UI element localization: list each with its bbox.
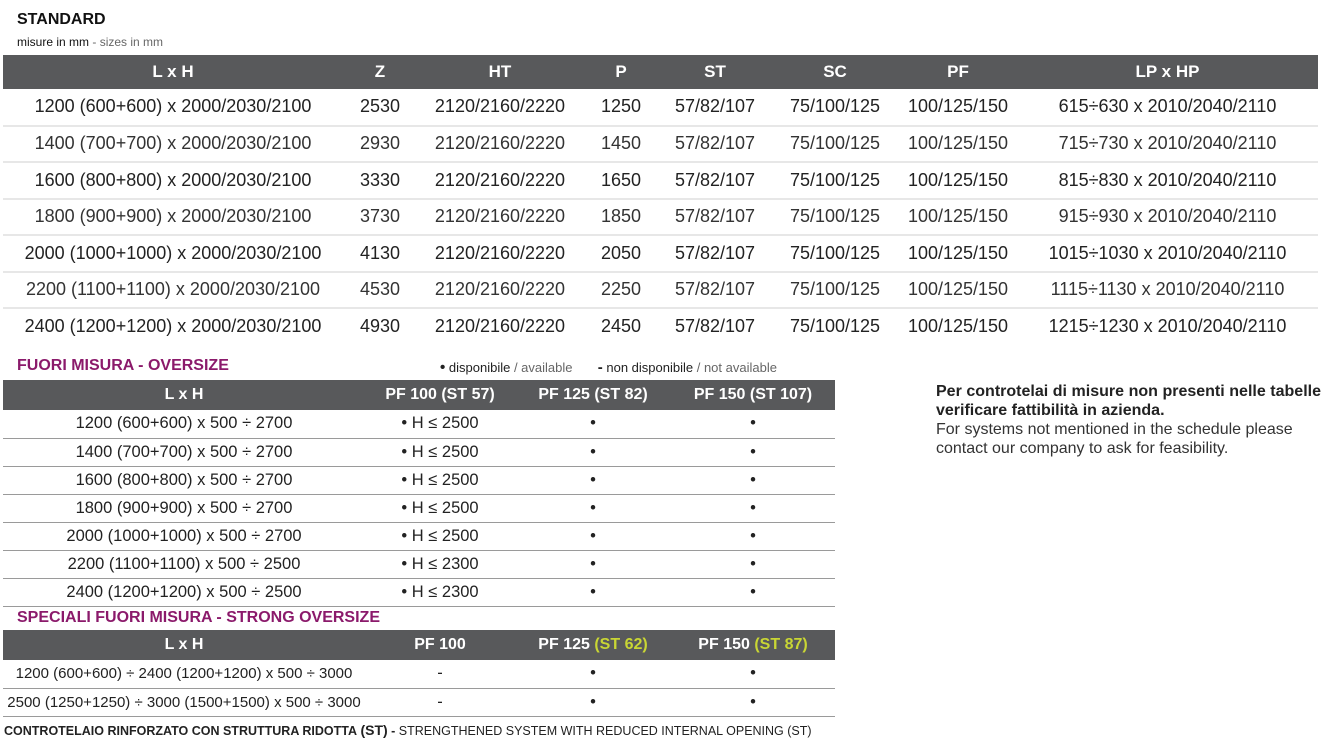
table-cell: •: [515, 494, 671, 522]
col-header-pf150: [671, 630, 835, 660]
pf150-label: PF 150: [698, 636, 750, 653]
table-cell: • H ≤ 2500: [365, 494, 515, 522]
note-english: For systems not mentioned in the schedule please contact our company to ask for feasibility.: [936, 421, 1293, 457]
table-cell: 2400 (1200+1200) x 2000/2030/2100: [24, 316, 322, 337]
table-cell: -: [365, 660, 515, 688]
pf125-label: PF 125: [538, 636, 590, 653]
table-row: [3, 308, 1318, 345]
table-cell: 1115÷1130 x 2010/2040/2110: [1017, 272, 1318, 309]
pf125-st-label: (ST 62): [594, 636, 648, 653]
col-header-pf: PF: [899, 55, 1017, 89]
col-header-lpxhp: LP x HP: [1017, 55, 1318, 89]
standard-title: STANDARD: [17, 11, 106, 28]
table-cell: •: [671, 466, 835, 494]
table-cell: 2200 (1100+1100) x 500 ÷ 2500: [3, 550, 365, 578]
footer-caption: [4, 722, 812, 738]
col-header-lxh: L x H: [3, 380, 365, 410]
col-header-pf125: [515, 630, 671, 660]
not-available-dash-icon: -: [597, 359, 603, 376]
table-cell: •: [515, 660, 671, 688]
col-header-lxh: L x H: [3, 55, 343, 89]
table-cell: •: [671, 688, 835, 716]
table-cell: •: [515, 688, 671, 716]
table-row: [3, 466, 835, 494]
table-cell: 100/125/150: [899, 126, 1017, 163]
strong-oversize-header-row: [3, 630, 835, 660]
footer-bold: CONTROTELAIO RINFORZATO CON STRUTTURA RIDOTTA: [4, 724, 357, 738]
legend-not-available-en: not available: [703, 360, 777, 375]
table-cell: 75/100/125: [771, 162, 899, 199]
table-cell: 1600 (800+800) x 500 ÷ 2700: [3, 466, 365, 494]
table-cell: • H ≤ 2500: [365, 466, 515, 494]
table-row: [3, 550, 835, 578]
table-cell: 57/82/107: [659, 235, 771, 272]
table-cell: 57/82/107: [674, 316, 756, 337]
table-cell: 100/125/150: [899, 162, 1017, 199]
table-cell: 1800 (900+900) x 500 ÷ 2700: [3, 494, 365, 522]
table-cell: 100/125/150: [899, 199, 1017, 236]
table-cell: •: [515, 466, 671, 494]
table-cell: 2530: [343, 89, 417, 126]
oversize-table: [3, 380, 835, 607]
standard-header-row: [3, 55, 1318, 89]
table-row: [3, 688, 835, 716]
table-cell: •: [671, 578, 835, 606]
available-dot-icon: •: [440, 359, 446, 376]
feasibility-note: [936, 382, 1321, 458]
table-cell: 100/125/150: [899, 272, 1017, 309]
table-cell: 4130: [343, 235, 417, 272]
table-cell: 1650: [583, 162, 659, 199]
table-cell: 2000 (1000+1000) x 500 ÷ 2700: [3, 522, 365, 550]
table-row: [3, 522, 835, 550]
table-cell: 75/100/125: [771, 89, 899, 126]
table-cell: 1015÷1030 x 2010/2040/2110: [1017, 235, 1318, 272]
note-italian: Per controtelai di misure non presenti nelle tabelle verificare fattibilità in azienda.: [936, 383, 1321, 419]
table-cell: 2500 (1250+1250) ÷ 3000 (1500+1500) x 500 ÷ 3000: [3, 688, 365, 716]
table-cell: 75/100/125: [771, 235, 899, 272]
legend-available-en: available: [521, 360, 573, 375]
oversize-title: FUORI MISURA - OVERSIZE: [17, 357, 229, 374]
legend-not-available-it: non disponibile: [606, 360, 694, 375]
strong-oversize-table-body: [3, 660, 835, 716]
strong-oversize-table: [3, 630, 835, 717]
table-cell: 1850: [583, 199, 659, 236]
table-cell: 1400 (700+700) x 500 ÷ 2700: [3, 438, 365, 466]
table-cell: •: [515, 522, 671, 550]
table-cell: • H ≤ 2300: [365, 578, 515, 606]
legend-slash-2: /: [693, 360, 704, 375]
table-row: [3, 235, 1318, 272]
table-cell: 1450: [583, 126, 659, 163]
table-cell: • H ≤ 2500: [365, 410, 515, 438]
table-row: [3, 438, 835, 466]
col-header-p: P: [583, 55, 659, 89]
table-cell: •: [515, 550, 671, 578]
table-cell: 2400 (1200+1200) x 500 ÷ 2500: [3, 578, 365, 606]
oversize-table-body: [3, 410, 835, 606]
table-cell: 815÷830 x 2010/2040/2110: [1017, 162, 1318, 199]
table-cell: 2120/2160/2220: [434, 316, 566, 337]
subtitle-it: misure in mm: [17, 35, 90, 49]
table-cell: 75/100/125: [771, 199, 899, 236]
table-cell: 3330: [343, 162, 417, 199]
table-cell: 75/100/125: [771, 126, 899, 163]
table-cell: 2000 (1000+1000) x 2000/2030/2100: [3, 235, 343, 272]
table-cell: 2120/2160/2220: [417, 235, 583, 272]
table-cell: 57/82/107: [659, 162, 771, 199]
table-cell: 57/82/107: [659, 126, 771, 163]
table-cell: 4530: [343, 272, 417, 309]
table-row: [3, 272, 1318, 309]
table-cell: 2200 (1100+1100) x 2000/2030/2100: [3, 272, 343, 309]
col-header-pf100: PF 100 (ST 57): [365, 380, 515, 410]
col-header-ht: HT: [417, 55, 583, 89]
table-cell: 2450: [600, 316, 642, 337]
col-header-st: ST: [659, 55, 771, 89]
subtitle-sep: -: [89, 35, 100, 49]
table-row: [3, 199, 1318, 236]
subtitle-en: sizes in mm: [99, 35, 164, 49]
col-header-z: Z: [343, 55, 417, 89]
table-cell: 57/82/107: [659, 199, 771, 236]
table-cell: •: [671, 494, 835, 522]
col-header-pf150: PF 150 (ST 107): [671, 380, 835, 410]
table-cell: •: [515, 410, 671, 438]
table-row: [3, 494, 835, 522]
table-cell: 2050: [583, 235, 659, 272]
footer-st: (ST): [360, 722, 388, 738]
table-cell: 1250: [583, 89, 659, 126]
table-cell: 1200 (600+600) x 2000/2030/2100: [3, 89, 343, 126]
table-cell: 1600 (800+800) x 2000/2030/2100: [3, 162, 343, 199]
table-cell: •: [671, 550, 835, 578]
standard-table: [3, 55, 1318, 345]
table-cell: 75/100/125: [789, 316, 881, 337]
table-cell: 75/100/125: [771, 272, 899, 309]
table-row: [3, 410, 835, 438]
table-cell: 1215÷1230 x 2010/2040/2110: [1048, 316, 1287, 337]
col-header-lxh: L x H: [3, 630, 365, 660]
legend-available-it: disponibile: [448, 360, 511, 375]
table-cell: •: [671, 438, 835, 466]
legend-slash-1: /: [510, 360, 522, 375]
table-cell: •: [671, 660, 835, 688]
table-cell: •: [515, 438, 671, 466]
table-cell: 1200 (600+600) ÷ 2400 (1200+1200) x 500 ÷ 3000: [3, 660, 365, 688]
table-cell: • H ≤ 2500: [365, 438, 515, 466]
table-cell: 2120/2160/2220: [417, 126, 583, 163]
table-cell: -: [365, 688, 515, 716]
table-cell: 3730: [343, 199, 417, 236]
table-cell: 915÷930 x 2010/2040/2110: [1017, 199, 1318, 236]
table-cell: 100/125/150: [907, 316, 1009, 337]
footer-sep: -: [387, 724, 399, 738]
table-cell: •: [671, 410, 835, 438]
footer-english: STRENGTHENED SYSTEM WITH REDUCED INTERNAL OPENING (ST): [398, 724, 812, 738]
table-cell: 1400 (700+700) x 2000/2030/2100: [3, 126, 343, 163]
col-header-sc: SC: [771, 55, 899, 89]
table-cell: 100/125/150: [899, 235, 1017, 272]
table-cell: 1200 (600+600) x 500 ÷ 2700: [3, 410, 365, 438]
table-row: [3, 578, 835, 606]
col-header-pf125: PF 125 (ST 82): [515, 380, 671, 410]
table-cell: 57/82/107: [659, 89, 771, 126]
table-cell: 2120/2160/2220: [417, 199, 583, 236]
table-cell: 4930: [359, 316, 401, 337]
table-row: [3, 162, 1318, 199]
table-row: [3, 126, 1318, 163]
table-cell: •: [671, 522, 835, 550]
table-cell: • H ≤ 2300: [365, 550, 515, 578]
table-cell: •: [515, 578, 671, 606]
table-cell: 57/82/107: [659, 272, 771, 309]
table-cell: 2930: [343, 126, 417, 163]
table-cell: 2250: [583, 272, 659, 309]
table-cell: 1800 (900+900) x 2000/2030/2100: [3, 199, 343, 236]
pf150-st-label: (ST 87): [754, 636, 808, 653]
oversize-header-row: [3, 380, 835, 410]
availability-legend: [440, 359, 777, 376]
table-cell: 100/125/150: [899, 89, 1017, 126]
standard-table-body: [3, 89, 1318, 345]
col-header-pf100: PF 100: [365, 630, 515, 660]
standard-subtitle: [17, 35, 163, 49]
strong-oversize-title: SPECIALI FUORI MISURA - STRONG OVERSIZE: [17, 609, 380, 626]
table-cell: 715÷730 x 2010/2040/2110: [1017, 126, 1318, 163]
table-row: [3, 89, 1318, 126]
table-cell: 2120/2160/2220: [417, 272, 583, 309]
table-cell: 615÷630 x 2010/2040/2110: [1017, 89, 1318, 126]
table-row: [3, 660, 835, 688]
table-cell: • H ≤ 2500: [365, 522, 515, 550]
table-cell: 2120/2160/2220: [417, 162, 583, 199]
table-cell: 2120/2160/2220: [417, 89, 583, 126]
